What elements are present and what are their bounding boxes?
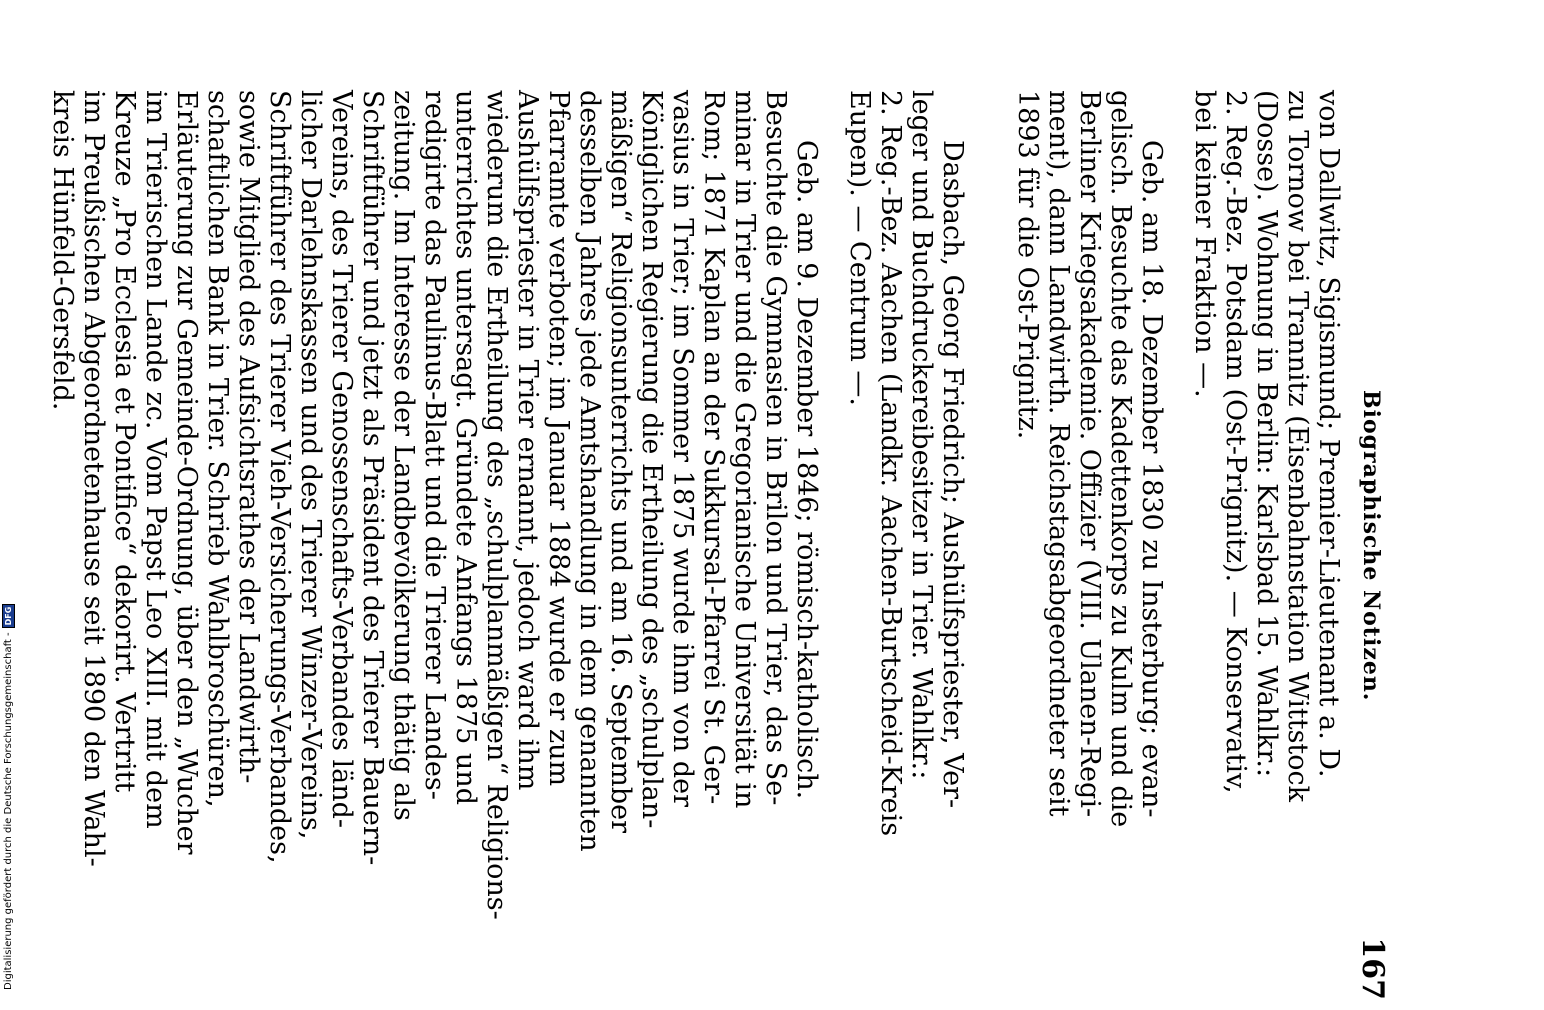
entry-body-line: wiederum die Ertheilung des „schulplanmäßigen“ Religions- [481,90,512,920]
entry-body-line: zeitung. Im Interesse der Landbevölkerung thätig als [388,90,419,821]
entry-body-line: Schriftführer des Trierer Vieh-Versicherungs-Verbandes, [264,90,295,864]
entry-line: leger und Buchdruckereibesitzer in Trier. Wahlkr.: [906,90,937,780]
entry-body-line: 1893 für die Ost-Prignitz. [1012,90,1043,440]
page-number: 167 [1355,937,1390,1000]
digitization-credit-text: Digitalisierung gefördert durch die Deutsche Forschungsgemeinschaft - [3,632,14,990]
entry-body-line: Berliner Kriegsakademie. Offizier (VIII. Ulanen-Regi- [1074,90,1105,818]
entry-body-line: Rom; 1871 Kaplan an der Sukkursal-Pfarrei St. Ger- [698,90,729,805]
entry-body-line: schaftlichen Bank in Trier. Schrieb Wahlbroschüren, [202,90,233,808]
entry-body-line: mäßigen“ Religionsunterrichts und am 16. September [605,90,636,834]
entry-body-line: Aushülfspriester in Trier ernannt, jedoch ward ihm [512,90,543,791]
page-inner [47,90,1390,1010]
digitization-credit [2,604,15,990]
entry-body-line: redigirte das Paulinus-Blatt und die Trierer Landes- [419,90,450,800]
entry-body-line: sowie Mitglied des Aufsichtsrathes der Landwirth- [233,90,264,784]
page-header [1344,90,1390,1010]
rotated-page-content [47,90,1390,1010]
entry-line: zu Tornow bei Trannitz (Eisenbahnstation Wittstock [1282,90,1313,803]
entry-body-line: gelisch. Besuchte das Kadettenkorps zu Kulm und die [1105,90,1136,828]
entry-body-line: Besuchte die Gymnasien in Brilon und Trier, das Se- [760,90,791,806]
entry-body-line: vasius in Trier; im Sommer 1875 wurde ihm von der [667,90,698,808]
entry-body-line: Erläuterung zur Gemeinde-Ordnung, über den „Wucher [171,90,202,855]
entry-body-line: desselben Jahres jede Amtshandlung in dem genannten [574,90,605,852]
entry-line: (Dosse). Wohnung in Berlin: Karlsbad 15. Wahlkr.: [1251,90,1282,778]
entry-body-line: licher Darlehnskassen und des Trierer Winzer-Vereins, [295,90,326,840]
entry-body-line: Geb. am 18. Dezember 1830 zu Insterburg; evan- [1136,140,1167,818]
entry-body-line: kreis Hünfeld-Gersfeld. [47,90,78,411]
entry-body-line: Kreuze „Pro Ecclesia et Pontifice“ dekorirt. Vertritt [109,90,140,793]
biography-entry-dasbach [47,90,968,1010]
entry-body-line: unterrichtes untersagt. Gründete Anfangs 1875 und [450,90,481,805]
entry-body-line: Vereins, des Trierer Genossenschafts-Verbandes länd- [326,90,357,829]
entry-line: 2. Reg.-Bez. Potsdam (Ost-Prignitz). — Konservativ, [1220,90,1251,794]
entry-body-line: im Trierischen Lande zc. Vom Papst Leo XIII. mit dem [140,90,171,829]
scanned-page [47,90,1480,1010]
entry-line: 2. Reg.-Bez. Aachen (Landkr. Aachen-Burtscheid-Kreis [875,90,906,837]
entry-line: Dasbach, Georg Friedrich; Aushülfspriester, Ver- [937,140,968,809]
running-head: Biographische Notizen. [1358,390,1384,702]
entry-body-line: minar in Trier und die Gregorianische Universität in [729,90,760,809]
entry-body-line: Geb. am 9. Dezember 1846; römisch-katholisch. [791,140,822,800]
entry-body-line: im Preußischen Abgeordnetenhause seit 1890 den Wahl- [78,90,109,867]
entry-body-line: ment), dann Landwirth. Reichstagsabgeordneter seit [1043,90,1074,817]
dfg-logo: DFG [2,604,15,629]
entry-line: bei keiner Fraktion —. [1189,90,1220,398]
entry-body-line: Schriftführer und jetzt als Präsident des Trierer Bauern- [357,90,388,866]
entry-body-line: Pfarramte verboten; im Januar 1884 wurde er zum [543,90,574,787]
entry-line: Eupen). — Centrum —. [844,90,875,406]
entry-line: von Dallwitz, Sigismund; Premier-Lieutenant a. D. [1313,90,1344,778]
entry-body-line: Königlichen Regierung die Ertheilung des „schulplan- [636,90,667,829]
biography-entry-dallwitz [1012,90,1344,1010]
